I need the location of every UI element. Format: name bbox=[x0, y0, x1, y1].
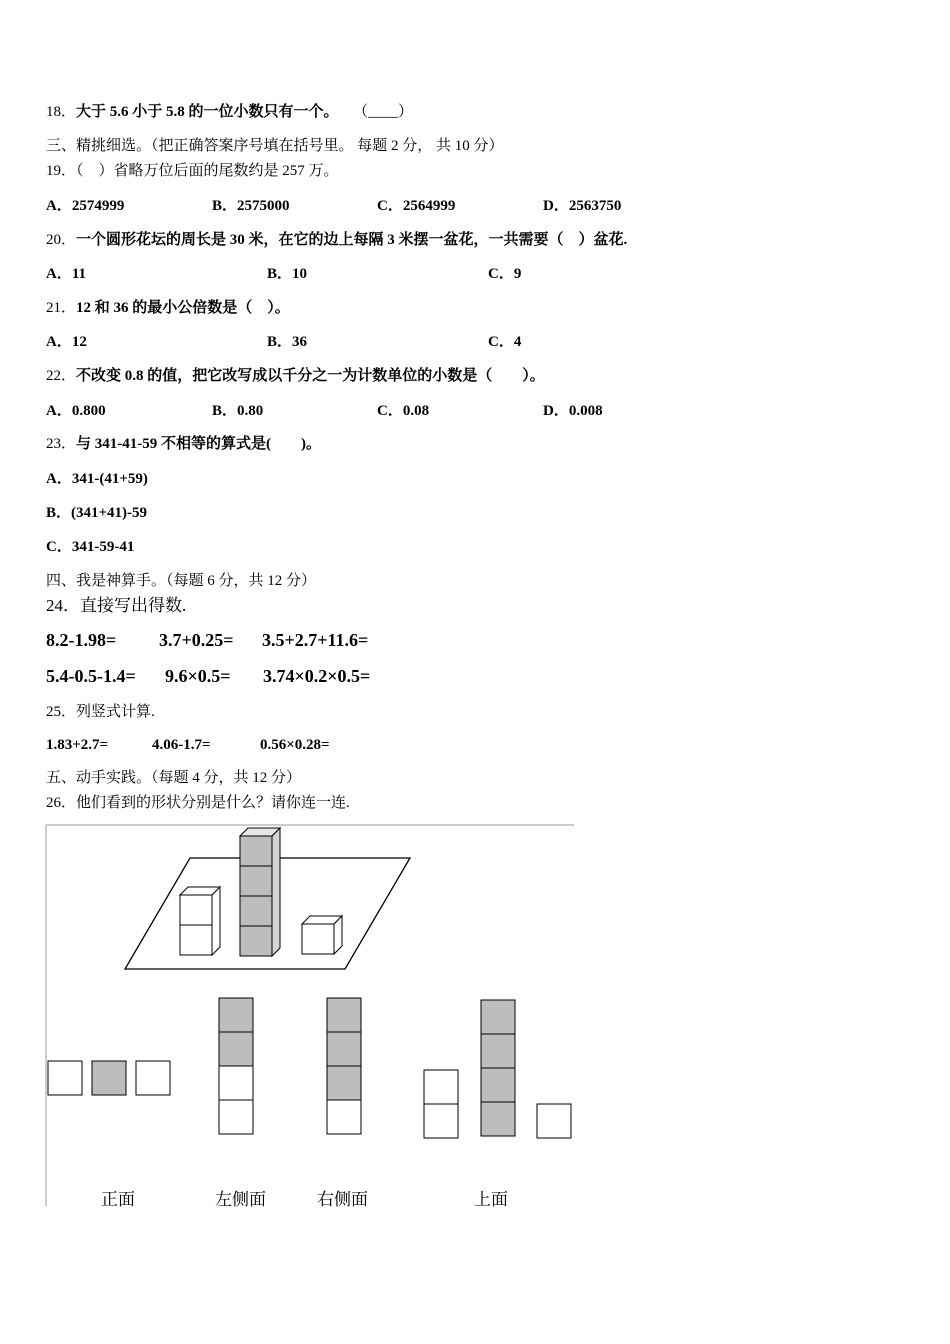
q21-option-b: B．36 bbox=[267, 334, 308, 350]
q22-option-b: B．0.80 bbox=[212, 403, 264, 419]
question-number: 20． bbox=[46, 232, 77, 248]
view-square-shaded bbox=[481, 1000, 515, 1034]
q24-item-1: 8.2-1.98= bbox=[46, 630, 117, 650]
view-square bbox=[424, 1104, 458, 1138]
q20-option-c: C．9 bbox=[488, 266, 522, 282]
answer-blank: （____） bbox=[360, 104, 414, 120]
cube-front-face bbox=[302, 924, 334, 954]
q20-option-a: A．11 bbox=[46, 266, 87, 282]
view-square-shaded bbox=[327, 1032, 361, 1066]
top-view-option bbox=[424, 1000, 571, 1138]
question-text: 列竖式计算. bbox=[76, 704, 155, 720]
front-view-option bbox=[48, 1061, 170, 1095]
question-24 bbox=[46, 595, 186, 617]
cube-front-face bbox=[240, 926, 272, 956]
question-18 bbox=[46, 102, 413, 122]
q23-option-b: B．(341+41)-59 bbox=[46, 505, 148, 521]
cube-front-face bbox=[180, 895, 212, 925]
q24-item-3: 3.5+2.7+11.6= bbox=[262, 630, 369, 650]
q22-option-c: C．0.08 bbox=[377, 403, 430, 419]
question-19 bbox=[46, 161, 339, 181]
view-square bbox=[327, 1100, 361, 1134]
q25-item-3: 0.56×0.28= bbox=[260, 737, 330, 753]
question-number: 25． bbox=[46, 704, 77, 720]
question-22 bbox=[46, 366, 545, 386]
q24-item-5: 9.6×0.5= bbox=[165, 666, 231, 686]
question-number: 19． bbox=[46, 163, 77, 179]
tall-cube-stack bbox=[240, 828, 280, 956]
question-text: 直接写出得数. bbox=[80, 596, 187, 615]
cube-side-face bbox=[212, 887, 220, 955]
view-square bbox=[136, 1061, 170, 1095]
cube-side-face bbox=[272, 828, 280, 956]
label-top-view: 上面 bbox=[474, 1190, 508, 1210]
view-square bbox=[537, 1104, 571, 1138]
q19-option-b: B．2575000 bbox=[212, 198, 290, 214]
right-single-cube bbox=[302, 916, 342, 954]
question-text: 一个圆形花坛的周长是 30 米，在它的边上每隔 3 米摆一盆花，一共需要（ ）盆花. bbox=[76, 232, 628, 248]
question-25 bbox=[46, 702, 155, 722]
section-4-heading: 四、我是神算手。（每题 6 分，共 12 分） bbox=[46, 573, 317, 589]
view-square bbox=[219, 1100, 253, 1134]
question-text: 与 341-41-59 不相等的算式是( )。 bbox=[76, 436, 321, 452]
q22-option-d: D．0.008 bbox=[543, 403, 603, 419]
view-square-shaded bbox=[327, 1066, 361, 1100]
view-square-shaded bbox=[481, 1068, 515, 1102]
view-square-shaded bbox=[219, 1032, 253, 1066]
view-square-shaded bbox=[219, 998, 253, 1032]
view-square-shaded bbox=[327, 998, 361, 1032]
cube-front-face bbox=[240, 836, 272, 866]
label-front-view: 正面 bbox=[101, 1190, 135, 1210]
q19-option-a: A．2574999 bbox=[46, 198, 125, 214]
question-20 bbox=[46, 230, 627, 250]
q21-option-c: C．4 bbox=[488, 334, 522, 350]
q23-option-a: A．341-(41+59) bbox=[46, 471, 148, 487]
q19-option-c: C．2564999 bbox=[377, 198, 456, 214]
q19-option-d: D．2563750 bbox=[543, 198, 622, 214]
right-side-view-option bbox=[327, 998, 361, 1134]
question-number: 21． bbox=[46, 300, 77, 316]
section-5-heading: 五、动手实践。（每题 4 分，共 12 分） bbox=[46, 770, 302, 786]
label-left-side-view: 左侧面 bbox=[215, 1190, 266, 1210]
question-number: 23． bbox=[46, 436, 77, 452]
question-26 bbox=[46, 793, 350, 813]
view-square-shaded bbox=[481, 1034, 515, 1068]
question-number: 24． bbox=[46, 596, 80, 615]
question-21 bbox=[46, 298, 290, 318]
cube-front-face bbox=[180, 925, 212, 955]
question-text: （ ）省略万位后面的尾数约是 257 万。 bbox=[76, 163, 339, 179]
q22-option-a: A．0.800 bbox=[46, 403, 106, 419]
left-cube-stack bbox=[180, 887, 220, 955]
figure-svg bbox=[45, 824, 575, 1209]
q23-option-c: C．341-59-41 bbox=[46, 539, 135, 555]
view-square bbox=[219, 1066, 253, 1100]
left-side-view-option bbox=[219, 998, 253, 1134]
view-square bbox=[424, 1070, 458, 1104]
label-right-side-view: 右侧面 bbox=[317, 1190, 368, 1210]
question-text: 大于 5.6 小于 5.8 的一位小数只有一个。 bbox=[76, 104, 339, 120]
question-23 bbox=[46, 434, 321, 454]
q24-item-2: 3.7+0.25= bbox=[159, 630, 234, 650]
q20-option-b: B．10 bbox=[267, 266, 308, 282]
view-square-shaded bbox=[481, 1102, 515, 1136]
question-text: 不改变 0.8 的值，把它改写成以千分之一为计数单位的小数是（ ）。 bbox=[76, 368, 545, 384]
cube-front-face bbox=[240, 896, 272, 926]
q24-item-4: 5.4-0.5-1.4= bbox=[46, 666, 136, 686]
view-square-shaded bbox=[92, 1061, 126, 1095]
views-figure bbox=[45, 824, 575, 1209]
q25-item-2: 4.06-1.7= bbox=[152, 737, 211, 753]
question-text: 12 和 36 的最小公倍数是（ ）。 bbox=[76, 300, 290, 316]
q24-item-6: 3.74×0.2×0.5= bbox=[263, 666, 371, 686]
question-number: 26． bbox=[46, 795, 77, 811]
q25-item-1: 1.83+2.7= bbox=[46, 737, 109, 753]
cube-front-face bbox=[240, 866, 272, 896]
section-3-heading: 三、精挑细选。（把正确答案序号填在括号里。 每题 2 分， 共 10 分） bbox=[46, 138, 504, 154]
view-square bbox=[48, 1061, 82, 1095]
question-text: 他们看到的形状分别是什么？请你连一连. bbox=[76, 795, 350, 811]
question-number: 22． bbox=[46, 368, 77, 384]
q21-option-a: A．12 bbox=[46, 334, 87, 350]
question-number: 18． bbox=[46, 104, 77, 120]
